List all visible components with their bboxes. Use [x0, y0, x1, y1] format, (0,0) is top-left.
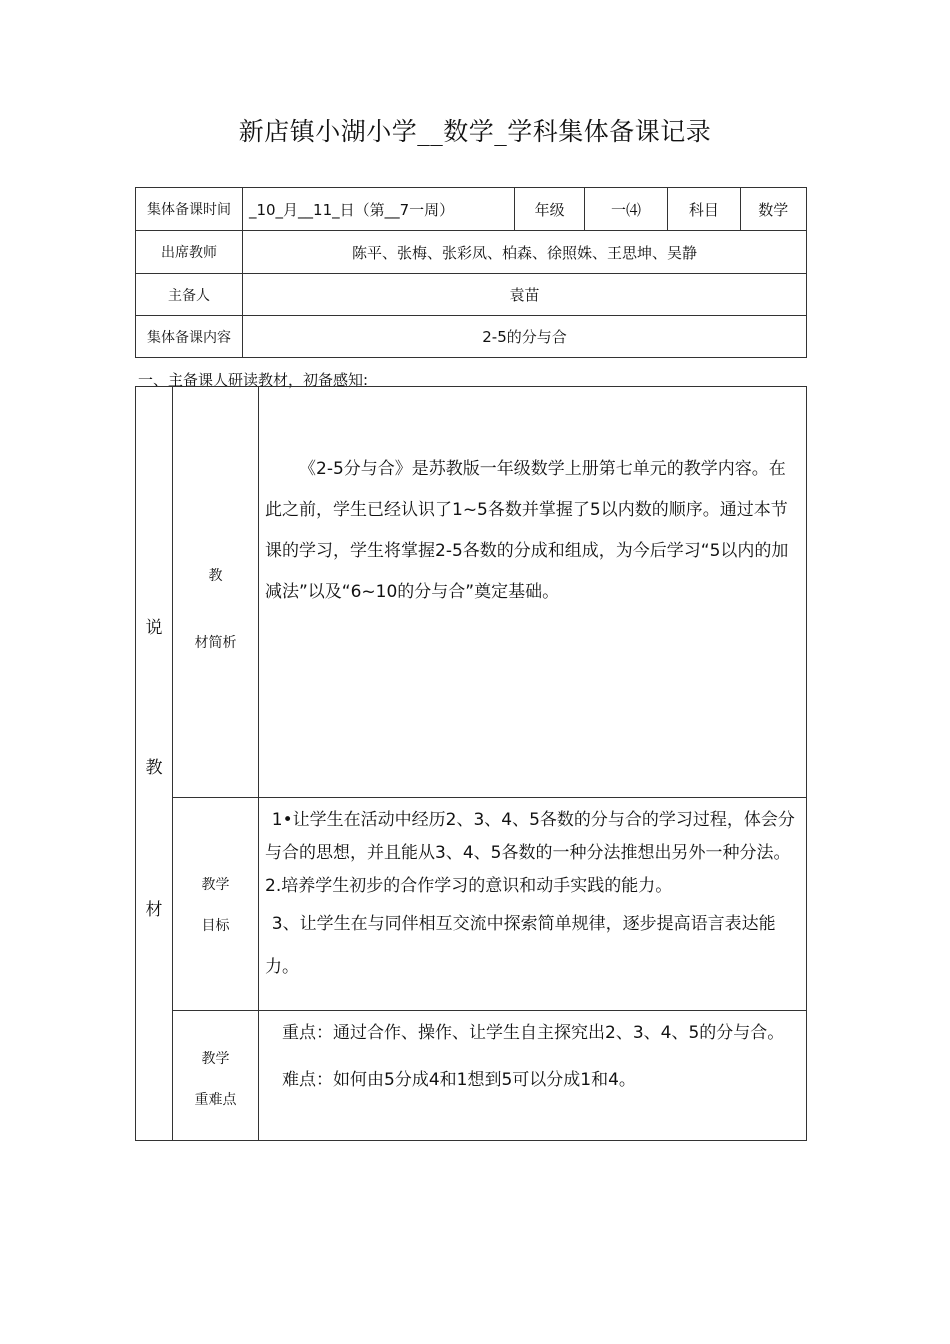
attendees-value: 陈平、张梅、张彩凤、柏森、徐照姝、王思坤、吴静 — [242, 231, 806, 274]
grade-value: 一⑷ — [584, 188, 667, 231]
goal-item-3: 3、让学生在与同伴相互交流中探索简单规律，逐步提高语言表达能力。 — [265, 914, 776, 977]
subject-value: 数学 — [740, 188, 806, 231]
side-label — [136, 387, 173, 1141]
key-point: 重点：通过合作、操作、让学生自主探究出2、3、4、5的分与合。 — [282, 1023, 785, 1043]
page-title: 新店镇小湖小学__数学_学科集体备课记录 — [238, 117, 712, 146]
time-value: _10_月__11_日（第__7一周） — [242, 188, 515, 231]
content-value: 2-5的分与合 — [242, 316, 806, 358]
side-char: 材 — [145, 900, 163, 920]
goals-label — [173, 798, 259, 1011]
keypoints-row — [136, 1011, 807, 1141]
keypoints-label — [173, 1011, 259, 1141]
info-table — [135, 187, 807, 358]
goals-cell — [259, 798, 807, 1011]
info-row-content — [136, 316, 807, 358]
info-row-time — [136, 188, 807, 231]
goals-row — [136, 798, 807, 1011]
side-char: 说 — [145, 618, 163, 638]
analysis-label-line1: 教 — [208, 568, 223, 584]
goals-label-line2: 目标 — [201, 918, 230, 934]
analysis-label — [173, 387, 259, 798]
info-row-preparer — [136, 274, 807, 316]
info-row-attendees — [136, 231, 807, 274]
difficult-point: 难点：如何由5分成4和1想到5可以分成1和4。 — [282, 1070, 636, 1090]
keypoints-label-line1: 教学 — [201, 1051, 230, 1067]
analysis-row — [136, 387, 807, 798]
goals-label-line1: 教学 — [201, 877, 230, 893]
time-label: 集体备课时间 — [136, 188, 243, 231]
goal-item-2: 2.培养学生初步的合作学习的意识和动手实践的能力。 — [265, 876, 673, 896]
preparer-value: 袁苗 — [242, 274, 806, 316]
preparer-label: 主备人 — [136, 274, 243, 316]
analysis-cell — [259, 387, 807, 798]
keypoints-label-line2: 重难点 — [194, 1092, 237, 1108]
goal-item-1: 1•让学生在活动中经历2、3、4、5各数的分与合的学习过程，体会分与合的思想，并且能从3、4、5各数的一种分法推想出另外一种分法。 — [265, 810, 795, 863]
section-heading: 一、主备课人研读教材，初备感知: — [138, 371, 369, 389]
side-char: 教 — [145, 758, 163, 778]
keypoints-cell — [259, 1011, 807, 1141]
lesson-table — [135, 386, 807, 1141]
content-label: 集体备课内容 — [136, 316, 243, 358]
analysis-text: 《2-5分与合》是苏教版一年级数学上册第七单元的教学内容。在此之前，学生已经认识了1~5各数并掌握了5以内数的顺序。通过本节课的学习，学生将掌握2-5各数的分成和组成，为今后学习“5以内的加减法”以及“6~10的分与合”奠定基础。 — [265, 459, 789, 602]
subject-label: 科目 — [668, 188, 740, 231]
analysis-label-line2: 材简析 — [194, 635, 237, 651]
grade-label: 年级 — [515, 188, 584, 231]
attendees-label: 出席教师 — [136, 231, 243, 274]
